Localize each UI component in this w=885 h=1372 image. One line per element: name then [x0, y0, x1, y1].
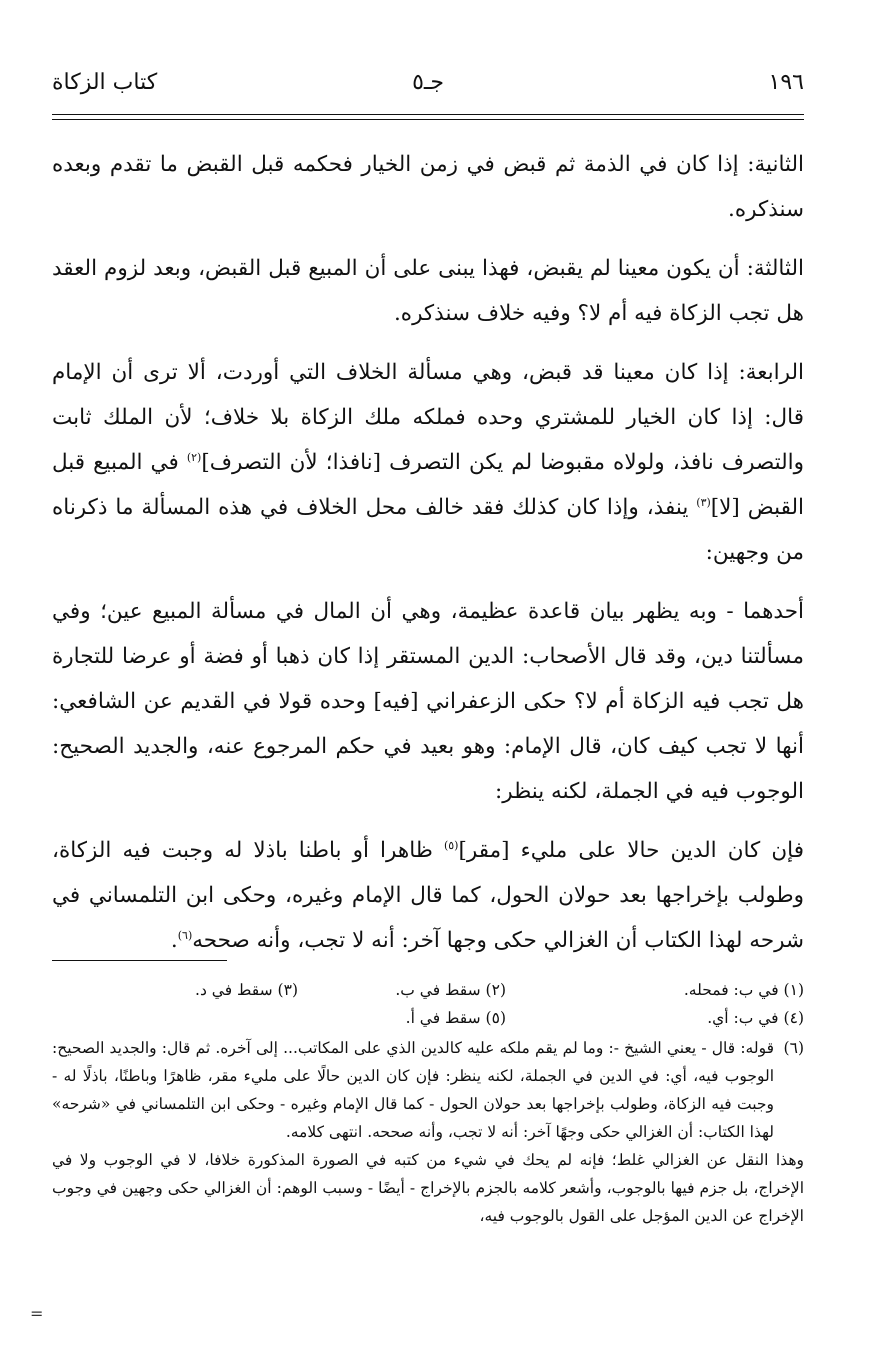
footnote-item: [406, 1004, 506, 1032]
footnote-long: [52, 1034, 804, 1146]
header-rule-thin: [52, 119, 804, 120]
footnote-ref-3[interactable]: (٣): [696, 495, 711, 509]
footnote-separator: [52, 960, 227, 961]
footnote-label: (٦): [783, 1039, 804, 1057]
paragraph-text: وحده قولا في القديم عن الشافعي: أنها لا تجب كيف كان، قال الإمام: وهو بعيد في حكم المرجوع عنه، والجديد الصحيح: الوجوب فيه في الجملة، لكنه ينظر:: [52, 689, 804, 804]
paragraph-text: الرابعة: إذا كان معينا قد قبض، وهي مسألة الخلاف التي أوردت، ألا ترى أن الإمام قال: إذا كان الخيار للمشتري وحده فملكه ملك الزكاة بلا خلاف؛ لأن الملك ثابت والتصرف نافذ، ولولاه مقبوضا لم يكن التصرف [نافذا؛ لأن التصرف]: [52, 360, 804, 475]
footnote-item: [195, 976, 298, 1004]
paragraph-second: [52, 142, 804, 232]
paragraph-text: فإن كان الدين حالا على مليء [مقر]: [458, 838, 804, 863]
footnote-ref-5[interactable]: (٥): [443, 838, 459, 852]
footnote-row: [52, 1004, 804, 1032]
paragraph-third: [52, 246, 804, 336]
footnote-text: في ب: فمحله.: [683, 981, 779, 999]
book-page: [52, 70, 805, 1225]
footnote-text: سقط في ب.: [395, 981, 481, 999]
paragraph-text: أحدهما - وبه يظهر بيان قاعدة عظيمة، وهي أن المال في مسألة المبيع عين؛ وفي مسألتنا دين، وقد قال الأصحاب: الدين المستقر إذا كان ذهبا أو فضة أو عرضا للتجارة هل تجب فيه الزكاة أم لا؟ حكى الزعفراني [فيه]: [52, 599, 804, 714]
footnotes: [52, 976, 804, 1230]
paragraph-text: قبل القبض ما تقدم وبعده سنذكره.: [52, 152, 804, 222]
footnote-label: (٢): [485, 981, 506, 999]
footnote-label: (٥): [485, 1009, 506, 1027]
footnote-text: قوله: قال - يعني الشيخ -: وما لم يقم ملكه عليه كالدين الذي على المكاتب... إلى آخره. ثم قال: والجديد الصحيح: الوجوب فيه، أي: في الدين في الجملة، لكنه ينظر: فإن كان الدين حالًا على مليء مقر، ظاهرًا وباطنًا، باذلًا له - وجبت فيه الزكاة، وطولب بإخراجها بعد حولان الحول - كما قال الإمام وغيره - وحكى ابن التلمساني في «شرحه» لهذا الكتاب: أن الغزالي حكى وجهًا آخر: أنه لا تجب، وأنه صححه. انتهى كلامه.: [52, 1039, 774, 1141]
footnote-label: (٤): [783, 1009, 804, 1027]
volume-label: جـ٥: [412, 70, 444, 95]
footnote-text: سقط في أ.: [405, 1009, 481, 1027]
footnote-row: [52, 976, 804, 1004]
footnote-item: [534, 976, 804, 1004]
footnote-label: (٣): [277, 981, 298, 999]
paragraph-text: في المبيع قبل القبض [لا]: [52, 450, 804, 520]
footnote-item: [326, 976, 506, 1004]
footnote-ref-2[interactable]: (٢): [186, 450, 202, 464]
footnote-text: سقط في د.: [195, 981, 273, 999]
footnote-ref-6[interactable]: (٦): [177, 928, 193, 942]
page-number: ١٩٦: [768, 70, 804, 95]
paragraph-text: الثالثة: أن يكون معينا لم يقبض، فهذا يبنى على أن المبيع قبل القبض، وبعد لزوم العقد هل تجب الزكاة فيه أم لا؟ وفيه خلاف سنذكره.: [52, 256, 804, 326]
main-text: [52, 142, 804, 977]
paragraph-first-aspect: [52, 589, 804, 814]
margin-mark: =: [30, 1304, 44, 1323]
page-header: [52, 70, 804, 104]
header-rule-thick: [52, 114, 804, 115]
book-title: كتاب الزكاة: [52, 70, 158, 95]
paragraph-text: .: [170, 928, 178, 953]
footnote-continuation: وهذا النقل عن الغزالي غلط؛ فإنه لم يحك في شيء من كتبه في الصورة المذكورة خلافا، لا في الوجوب ولا في الإخراج، بل جزم فيها بالوجوب، وأشعر كلامه بالجزم بالإخراج - أيضًا - وسبب الوهم: أن الغزالي حكى وجهين في وجوب الإخراج عن الدين المؤجل على القول بالوجوب فيه،: [52, 1151, 804, 1225]
paragraph-text: ينفذ، وإذا كان كذلك فقد خالف محل الخلاف في هذه المسألة ما ذكرناه من وجهين:: [52, 495, 804, 565]
footnote-item: [534, 1004, 804, 1032]
paragraph-text: الثانية: إذا كان في الذمة ثم قبض في زمن الخيار فحكمه: [292, 152, 805, 177]
paragraph-debt: [52, 828, 804, 963]
paragraph-fourth: [52, 350, 804, 575]
paragraph-text: ظاهرا أو باطنا باذلا له وجبت فيه الزكاة، وطولب بإخراجها بعد حولان الحول، كما قال الإمام وغيره، وحكى ابن التلمساني في شرحه لهذا الكتاب أن الغزالي حكى وجها آخر: أنه لا تجب، وأنه صححه: [52, 838, 804, 953]
footnote-label: (١): [783, 981, 804, 999]
footnote-text: في ب: أي.: [707, 1009, 779, 1027]
